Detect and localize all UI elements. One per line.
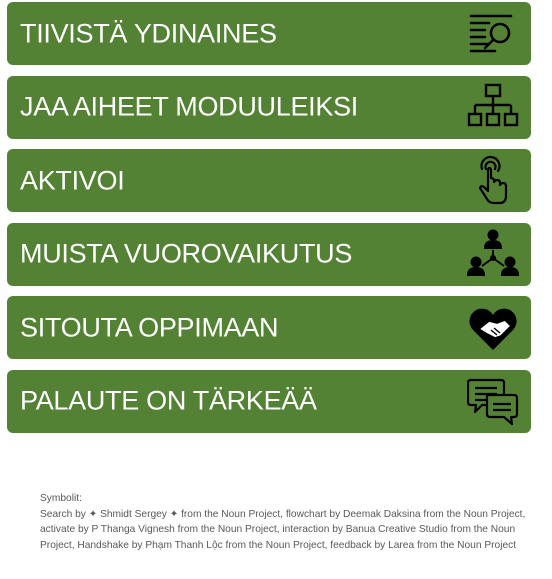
principle-label: JAA AIHEET MODUULEIKSI <box>20 91 359 122</box>
principle-label: PALAUTE ON TÄRKEÄÄ <box>20 385 317 416</box>
principle-label: MUISTA VUOROVAIKUTUS <box>20 238 353 269</box>
principle-label: AKTIVOI <box>20 165 125 195</box>
principle-label: TIIVISTÄ YDINAINES <box>20 18 277 48</box>
credits-text: Search by ✦ Shmidt Sergey ✦ from the Noun Project, flowchart by Deemak Daksina from the Noun Project, activate by P Thanga Vignesh from the Noun Project, interaction by Banua Creative Studio from the Noun Project, Handshake by Phạm Thanh Lộc from the Noun Project, feedback by Larea from the Noun Project <box>40 508 526 551</box>
principle-item-feedback <box>7 370 531 433</box>
interaction-icon <box>467 228 519 280</box>
principle-item-summarize <box>7 2 531 65</box>
feedback-icon <box>467 375 519 427</box>
principle-item-interaction <box>7 223 531 286</box>
principle-item-activate <box>7 149 531 212</box>
handshake-icon <box>467 302 519 354</box>
search-icon <box>467 8 519 60</box>
principle-item-engage <box>7 296 531 359</box>
flowchart-icon <box>467 81 519 133</box>
activate-touch-icon <box>467 155 519 207</box>
credits-heading: Symbolit: <box>40 493 82 504</box>
principle-label: SITOUTA OPPIMAAN <box>20 312 279 342</box>
principle-item-modules <box>7 76 531 139</box>
principles-list <box>7 2 531 443</box>
icon-credits <box>40 491 545 553</box>
